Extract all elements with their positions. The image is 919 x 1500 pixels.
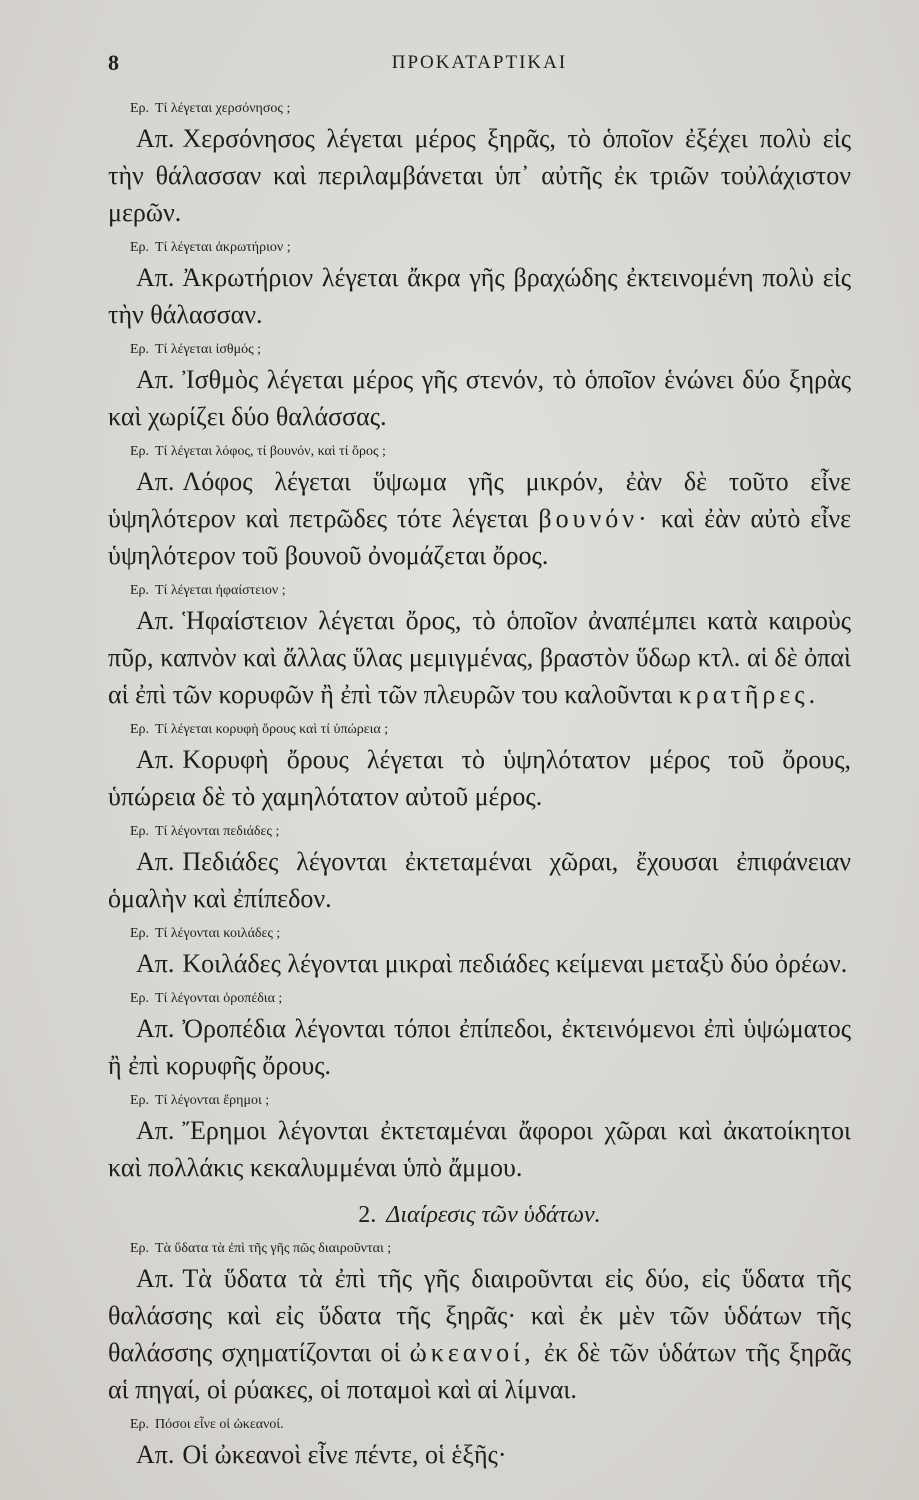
qa-block-9 <box>108 988 851 1084</box>
answer-emphasis: ὠκεανοί, <box>409 1338 535 1367</box>
question-line <box>130 98 851 120</box>
section-number: 2. <box>358 1202 377 1228</box>
question-line <box>130 1414 851 1436</box>
qa-block-3 <box>108 339 851 435</box>
qa-block-5 <box>108 580 851 713</box>
answer-paragraph <box>108 843 851 917</box>
answer-emphasis: κρατῆρες. <box>678 680 820 709</box>
question-label: Ερ. <box>130 991 150 1006</box>
qa-block-7 <box>108 821 851 917</box>
answer-text: Ἀκρωτήριον λέγεται ἄκρα γῆς βραχώδης ἐκτεινομένη πολὺ εἰς τὴν θάλασσαν. <box>108 263 851 329</box>
answer-paragraph <box>108 945 851 982</box>
question-line <box>130 923 851 945</box>
answer-text: Ἡφαίστειον λέγεται ὄρος, τὸ ὁποῖον ἀναπέμπει κατὰ καιροὺς πῦρ, καπνὸν καὶ ἄλλας ὕλας μεμιγμένας, βραστὸν ὕδωρ κτλ. αἱ δὲ ὀπαὶ αἱ ἐπὶ τῶν κορυφῶν ἢ ἐπὶ τῶν πλευρῶν του καλοῦνται <box>108 606 851 709</box>
answer-text-continued: καὶ ἐὰν αὐτὸ εἶνε ὑψηλότερον τοῦ βουνοῦ ὀνομάζεται ὄρος. <box>108 504 852 570</box>
answer-label: Απ. <box>136 365 175 394</box>
answer-text: Χερσόνησος λέγεται μέρος ξηρᾶς, τὸ ὁποῖον ἐξέχει πολὺ εἰς τὴν θάλασσαν καὶ περιλαμβάνεται ὑπ᾽ αὐτῆς ἐκ τριῶν τοὐλάχιστον μερῶν. <box>108 124 851 227</box>
answer-text: Κορυφὴ ὄρους λέγεται τὸ ὑψηλότατον μέρος τοῦ ὄρους, ὑπώρεια δὲ τὸ χαμηλότατον αὐτοῦ μέρος. <box>108 745 851 811</box>
question-line <box>130 1238 851 1260</box>
answer-text: Πεδιάδες λέγονται ἐκτεταμέναι χῶραι, ἔχουσαι ἐπιφάνειαν ὁμαλὴν καὶ ἐπίπεδον. <box>108 847 851 913</box>
question-label: Ερ. <box>130 1417 150 1432</box>
answer-label: Απ. <box>136 1264 175 1293</box>
question-label: Ερ. <box>130 101 150 116</box>
question-label: Ερ. <box>130 444 150 459</box>
answer-label: Απ. <box>136 1014 175 1043</box>
running-title: ΠΡΟΚΑΤΑΡΤΙΚΑΙ <box>391 52 568 73</box>
question-label: Ερ. <box>130 1093 150 1108</box>
answer-label: Απ. <box>136 1440 175 1469</box>
answer-label: Απ. <box>136 263 175 292</box>
question-text: Τί λέγεται ἀκρωτήριον ; <box>155 240 291 255</box>
answer-text-continued: ἐκ δὲ τῶν ὑδάτων τῆς ξηρᾶς αἱ πηγαί, οἱ ρύακες, οἱ ποταμοὶ καὶ αἱ λίμναι. <box>108 1338 851 1404</box>
answer-paragraph <box>108 259 851 333</box>
page-header <box>108 42 851 92</box>
answer-paragraph <box>108 1010 851 1084</box>
qa-block-4 <box>108 441 851 574</box>
question-label: Ερ. <box>130 1241 150 1256</box>
question-line <box>130 237 851 259</box>
qa-block-12 <box>108 1414 851 1473</box>
answer-label: Απ. <box>136 606 175 635</box>
section-title: Διαίρεσις τῶν ὑδάτων. <box>386 1202 601 1228</box>
answer-paragraph <box>108 361 851 435</box>
answer-text: Τὰ ὕδατα τὰ ἐπὶ τῆς γῆς διαιροῦνται εἰς δύο, εἰς ὕδατα τῆς θαλάσσης καὶ εἰς ὕδατα τῆς ξηρᾶς· καὶ ἐκ μὲν τῶν ὑδάτων τῆς θαλάσσης σχηματίζονται οἱ <box>108 1264 851 1367</box>
answer-text: Λόφος λέγεται ὕψωμα γῆς μικρόν, ἐὰν δὲ τοῦτο εἶνε ὑψηλότερον καὶ πετρῶδες τότε λέγεται <box>108 467 851 533</box>
question-line <box>130 719 851 741</box>
question-text: Τί λέγεται κορυφὴ ὄρους καὶ τί ὑπώρεια ; <box>155 722 389 737</box>
question-text: Τί λέγεται ἡφαίστειον ; <box>155 583 286 598</box>
answer-label: Απ. <box>136 467 175 496</box>
answer-paragraph <box>108 120 851 231</box>
question-text: Πόσοι εἶνε οἱ ὠκεανοί. <box>155 1417 284 1432</box>
question-label: Ερ. <box>130 240 150 255</box>
answer-text: Ἰσθμὸς λέγεται μέρος γῆς στενόν, τὸ ὁποῖον ἑνώνει δύο ξηρὰς καὶ χωρίζει δύο θαλάσσας. <box>108 365 851 431</box>
qa-block-1 <box>108 98 851 231</box>
answer-paragraph <box>108 1112 851 1186</box>
qa-block-11 <box>108 1238 851 1408</box>
question-line <box>130 988 851 1010</box>
answer-text: Κοιλάδες λέγονται μικραὶ πεδιάδες κείμεναι μεταξὺ δύο ὀρέων. <box>182 949 848 978</box>
question-text: Τί λέγονται ὀροπέδια ; <box>155 991 283 1006</box>
answer-label: Απ. <box>136 745 175 774</box>
answer-label: Απ. <box>136 949 175 978</box>
page-body <box>108 98 851 1473</box>
question-line <box>130 580 851 602</box>
answer-text: Ἔρημοι λέγονται ἐκτεταμέναι ἄφοροι χῶραι καὶ ἀκατοίκητοι καὶ πολλάκις κεκαλυμμέναι ὑπὸ ἄμμου. <box>108 1116 851 1182</box>
answer-paragraph <box>108 602 851 713</box>
question-text: Τί λέγεται ἰσθμός ; <box>155 342 262 357</box>
answer-paragraph <box>108 741 851 815</box>
qa-block-8 <box>108 923 851 982</box>
answer-label: Απ. <box>136 1116 175 1145</box>
section-heading <box>108 1198 851 1232</box>
question-line <box>130 441 851 463</box>
question-line <box>130 1090 851 1112</box>
answer-label: Απ. <box>136 847 175 876</box>
qa-block-6 <box>108 719 851 815</box>
answer-text: Οἱ ὠκεανοὶ εἶνε πέντε, οἱ ἑξῆς· <box>182 1440 507 1469</box>
answer-label: Απ. <box>136 124 175 153</box>
question-text: Τί λέγονται ἔρημοι ; <box>155 1093 270 1108</box>
question-text: Τί λέγεται χερσόνησος ; <box>155 101 291 116</box>
question-text: Τί λέγεται λόφος, τί βουνόν, καὶ τί ὄρος ; <box>155 444 386 459</box>
question-label: Ερ. <box>130 926 150 941</box>
question-text: Τὰ ὕδατα τὰ ἐπὶ τῆς γῆς πῶς διαιροῦνται ; <box>155 1241 392 1256</box>
question-text: Τί λέγονται κοιλάδες ; <box>155 926 281 941</box>
answer-emphasis: βουνόν· <box>538 504 651 533</box>
question-label: Ερ. <box>130 722 150 737</box>
question-text: Τί λέγονται πεδιάδες ; <box>155 824 280 839</box>
question-line <box>130 339 851 361</box>
answer-paragraph <box>108 1260 851 1408</box>
qa-block-10 <box>108 1090 851 1186</box>
answer-text: Ὀροπέδια λέγονται τόποι ἐπίπεδοι, ἐκτεινόμενοι ἐπὶ ὑψώματος ἢ ἐπὶ κορυφῆς ὄρους. <box>108 1014 851 1080</box>
answer-paragraph <box>108 463 851 574</box>
question-label: Ερ. <box>130 342 150 357</box>
question-label: Ερ. <box>130 583 150 598</box>
question-line <box>130 821 851 843</box>
qa-block-2 <box>108 237 851 333</box>
page-number: 8 <box>108 50 119 75</box>
answer-paragraph <box>108 1436 851 1473</box>
question-label: Ερ. <box>130 824 150 839</box>
